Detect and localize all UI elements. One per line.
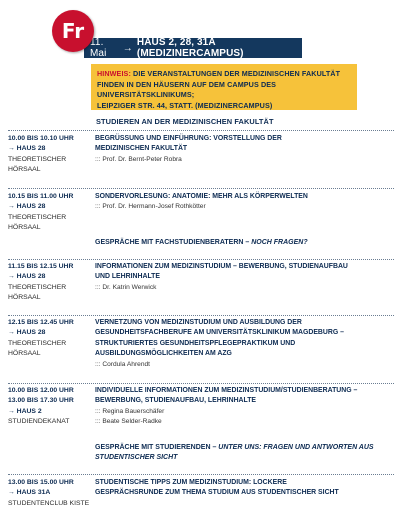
event-room: → HAUS 31A: [8, 489, 51, 497]
arrow-icon: →: [122, 42, 133, 54]
event-room: → HAUS 28: [8, 145, 46, 153]
header-date: 11. Mai: [90, 37, 107, 59]
event-person: ::: Prof. Dr. Hermann-Josef Rothkötter: [95, 203, 206, 211]
event-person: ::: Dr. Katrin Werwick: [95, 283, 157, 291]
event-title: INDIVIDUELLE INFORMATIONEN ZUM MEDIZINSTUDIUM/STUDIENBERATUNG –: [95, 387, 358, 394]
divider: [8, 474, 394, 475]
event-slot-6: [8, 478, 90, 509]
date-location-bar: [84, 38, 302, 58]
event-place: HÖRSAAL: [8, 350, 41, 358]
talk-emphasis: UNTER UNS: FRAGEN UND ANTWORTEN AUS: [218, 444, 374, 451]
event-time: 13.00 BIS 17.30 UHR: [8, 397, 74, 405]
event-desc-1: [95, 134, 390, 165]
talk-lead: GESPRÄCHE MIT FACHSTUDIENBERATERN –: [95, 239, 252, 246]
talk-emphasis: STUDENTISCHER SICHT: [95, 454, 178, 462]
event-title: BEGRÜSSUNG UND EINFÜHRUNG: VORSTELLUNG DER: [95, 135, 282, 142]
talk-emphasis: NOCH FRAGEN?: [251, 239, 308, 246]
event-room: → HAUS 28: [8, 203, 46, 211]
event-desc-2: [95, 192, 390, 213]
event-place: HÖRSAAL: [8, 166, 41, 174]
event-slot-4: [8, 318, 90, 360]
event-title: GESUNDHEITSFACHBERUFE AM UNIVERSITÄTSKLINIKUM MAGDEBURG –: [95, 329, 344, 337]
event-title: STUDENTISCHE TIPPS ZUM MEDIZINSTUDIUM: LOCKERE: [95, 479, 287, 486]
event-title: BEWERBUNG, STUDIENAUFBAU, LEHRINHALTE: [95, 397, 257, 405]
header-location: HAUS 2, 28, 31A (MEDIZINERCAMPUS): [136, 37, 244, 59]
talk-banner-1: [95, 238, 390, 248]
notice-text-1: DIE VERANSTALTUNGEN DER MEDIZINISCHEN FAKULTÄT: [130, 69, 341, 78]
event-title: STRUKTURIERTES GESUNDHEITSPFLEGEPRAKTIKUM UND: [95, 339, 296, 347]
event-place: THEORETISCHER: [8, 283, 67, 291]
day-badge: Fr: [52, 10, 94, 52]
event-title: MEDIZINISCHEN FAKULTÄT: [95, 145, 188, 153]
event-desc-6: [95, 478, 390, 499]
event-place: THEORETISCHER: [8, 339, 67, 347]
event-room: → HAUS 28: [8, 329, 46, 337]
event-place: HÖRSAAL: [8, 224, 41, 232]
divider: [8, 383, 394, 384]
divider: [8, 130, 394, 131]
event-room: → HAUS 28: [8, 273, 46, 281]
event-place: THEORETISCHER: [8, 213, 67, 221]
event-time: 10.00 BIS 10.10 UHR: [8, 135, 74, 142]
event-slot-3: [8, 262, 90, 304]
event-title: GESPRÄCHSRUNDE ZUM THEMA STUDIUM AUS STUDENTISCHER SICHT: [95, 489, 339, 497]
event-place: STUDIENDEKANAT: [8, 418, 70, 426]
event-time: 13.00 BIS 15.00 UHR: [8, 479, 74, 486]
talk-banner-2: [95, 443, 390, 464]
event-time: 10.15 BIS 11.00 UHR: [8, 193, 74, 200]
section-title: STUDIEREN AN DER MEDIZINISCHEN FAKULTÄT: [96, 117, 274, 126]
event-slot-1: [8, 134, 90, 176]
divider: [8, 259, 394, 260]
event-person: ::: Beate Selder-Radke: [95, 418, 162, 426]
event-place: THEORETISCHER: [8, 155, 67, 163]
divider: [8, 188, 394, 189]
event-title: SONDERVORLESUNG: ANATOMIE: MEHR ALS KÖRPERWELTEN: [95, 193, 308, 200]
notice-text-3: LEIPZIGER STR. 44, STATT. (MEDIZINERCAMPUS): [97, 100, 273, 110]
event-title: AUSBILDUNGSMÖGLICHKEITEN AM AZG: [95, 350, 232, 358]
event-place: STUDENTENCLUB KISTE: [8, 499, 90, 507]
event-person: ::: Prof. Dr. Bernt-Peter Robra: [95, 155, 182, 163]
notice-box: [91, 64, 357, 110]
divider: [8, 315, 394, 316]
event-time: 10.00 BIS 12.00 UHR: [8, 387, 74, 394]
event-title: INFORMATIONEN ZUM MEDIZINSTUDIUM – BEWERBUNG, STUDIENAUFBAU: [95, 263, 348, 270]
event-title: UND LEHRINHALTE: [95, 273, 160, 281]
event-time: 12.15 BIS 12.45 UHR: [8, 319, 74, 326]
event-desc-5: [95, 386, 390, 428]
event-place: HÖRSAAL: [8, 294, 41, 302]
event-person: ::: Regina Bauerschäfer: [95, 407, 165, 415]
event-desc-3: [95, 262, 390, 293]
event-room: → HAUS 2: [8, 407, 42, 415]
event-slot-5: [8, 386, 90, 428]
notice-text-2: FINDEN IN DEN HÄUSERN AUF DEM CAMPUS DES UNIVERSITÄTSKLINIKUMS;: [97, 79, 277, 100]
event-slot-2: [8, 192, 90, 234]
notice-label: HINWEIS:: [97, 69, 131, 78]
event-desc-4: [95, 318, 390, 370]
event-time: 11.15 BIS 12.15 UHR: [8, 263, 74, 270]
event-person: ::: Cordula Ahrendt: [95, 360, 150, 368]
talk-lead: GESPRÄCHE MIT STUDIERENDEN –: [95, 444, 219, 451]
event-title: VERNETZUNG VON MEDIZINSTUDIUM UND AUSBILDUNG DER: [95, 319, 302, 326]
